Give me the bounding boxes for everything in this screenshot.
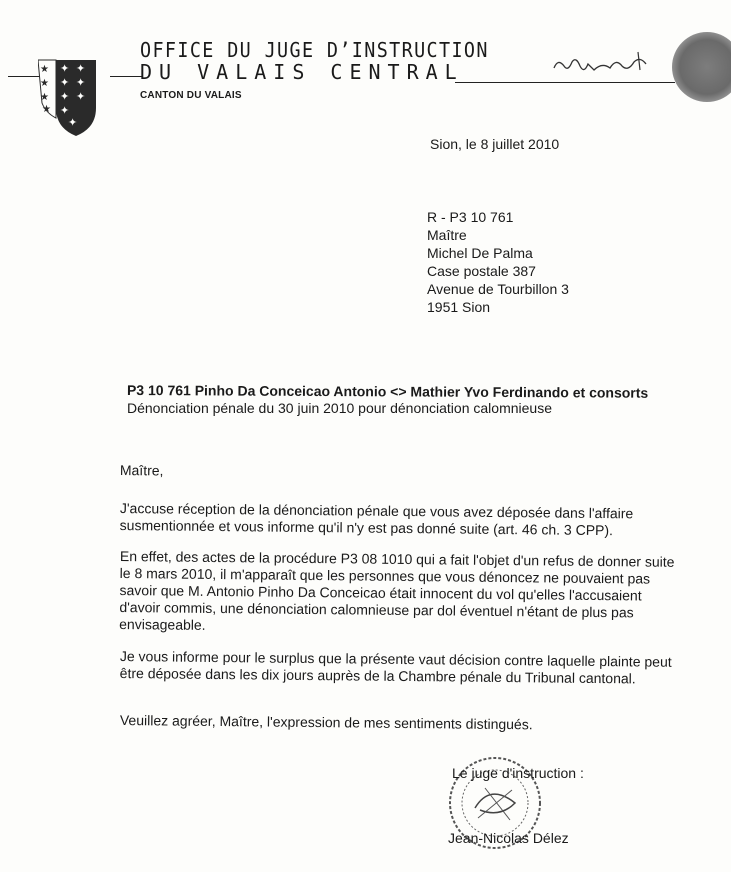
handwritten-mark-icon [550, 48, 660, 78]
svg-text:✦: ✦ [68, 116, 78, 129]
signature-name: Jean-Nicolas Délez [448, 830, 569, 846]
svg-text:✦: ✦ [60, 90, 70, 103]
svg-text:✦: ✦ [60, 104, 70, 117]
recipient-city: 1951 Sion [427, 299, 491, 315]
salutation: Maître, [119, 462, 164, 479]
svg-text:★: ★ [40, 64, 49, 75]
svg-text:✦: ✦ [76, 62, 86, 75]
svg-text:★: ★ [40, 78, 49, 89]
coat-of-arms-icon [38, 58, 98, 138]
header-rule-right [455, 82, 675, 83]
subject-description: Dénonciation pénale du 30 juin 2010 pour dénonciation calomnieuse [127, 400, 552, 416]
closing-formula: Veuillez agréer, Maître, l'expression de mes sentiments distingués. [119, 712, 533, 733]
recipient-title: Maître [427, 227, 467, 243]
svg-text:✦: ✦ [76, 90, 86, 103]
paragraph-1: J'accuse réception de la dénonciation pénale que vous avez déposée dans l'affaire susmentionnée et vous informe qu'il n'y est pas donné suite (art. 46 ch. 3 CPP). [119, 500, 634, 539]
paragraph-3: Je vous informe pour le surplus que la présente vaut décision contre laquelle plainte peut être déposée dans les dix jours auprès de la Chambre pénale du Tribunal cantonal. [119, 648, 672, 687]
signature-title: Le juge d'instruction : [452, 765, 584, 781]
reference-number: R - P3 10 761 [427, 209, 514, 225]
canton-label: CANTON DU VALAIS [140, 90, 242, 101]
header-rule-mid [110, 76, 142, 77]
office-title: OFFICE DU JUGE D’INSTRUCTION [140, 38, 489, 62]
subject-case: P3 10 761 Pinho Da Conceicao Antonio <> Mathier Yvo Ferdinando et consorts [126, 382, 649, 401]
recipient-box: Case postale 387 [427, 263, 536, 279]
svg-text:✦: ✦ [60, 62, 70, 75]
stamp-seal-top [672, 32, 731, 102]
svg-text:★: ★ [40, 92, 49, 103]
recipient-street: Avenue de Tourbillon 3 [427, 281, 569, 297]
svg-text:★: ★ [42, 104, 51, 115]
office-subtitle: DU VALAIS CENTRAL [140, 60, 464, 84]
svg-text:✦: ✦ [60, 76, 70, 89]
svg-text:✦: ✦ [76, 76, 86, 89]
recipient-name: Michel De Palma [427, 245, 533, 261]
paragraph-2: En effet, des actes de la procédure P3 08 1010 qui a fait l'objet d'un refus de donner suite le 8 mars 2010, il m'apparaît que les personnes que vous dénoncez ne pouvaient pas savoir que M. Antonio Pinho Da Conceicao était innocent du vol qu'elles l'accusaient d'avoir commis, une dénonciation calomnieuse par dol éventuel n'étant de plus pas envisageable. [119, 548, 675, 633]
letter-date: Sion, le 8 juillet 2010 [430, 136, 560, 152]
